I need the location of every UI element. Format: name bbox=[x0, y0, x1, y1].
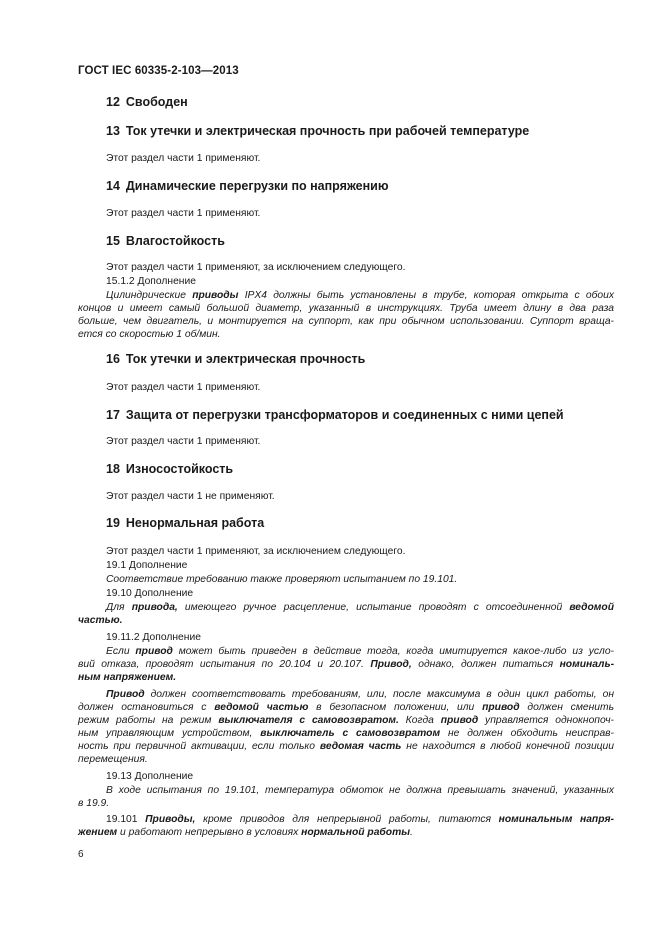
clause-15-1-2-line-3: больше, чем двигатель, и монтируется на суппорт, как при обычном использовании. Суппорт враща- bbox=[78, 316, 614, 327]
section-19-intro: Этот раздел части 1 применяют, за исключением следующего. bbox=[106, 546, 406, 557]
section-number: 14 bbox=[106, 179, 120, 193]
clause-19-1: 19.1 Дополнение bbox=[106, 560, 188, 571]
section-title: Ненормальная работа bbox=[125, 516, 265, 530]
clause-19-101-line-1: 19.101 Приводы, кроме приводов для непрерывной работы, питаются номинальным напря- bbox=[106, 814, 614, 825]
section-number: 15 bbox=[106, 234, 120, 248]
clause-15-1-2-line-4: ется со скоростью 1 об/мин. bbox=[78, 329, 221, 340]
clause-19-11-2-p2-line-4: ным управляющим устройством, выключатель с самовозвратом не должен обходить неиспрaв- bbox=[78, 728, 614, 739]
clause-19-11-2: 19.11.2 Дополнение bbox=[106, 632, 201, 643]
section-title: Защита от перегрузки трансформаторов и соединенных с ними цепей bbox=[125, 408, 564, 422]
clause-19-11-2-p2-line-5: ность при первичной активации, если только ведомая часть не находится в любой конечной позиции bbox=[78, 741, 615, 752]
section-15-heading bbox=[106, 234, 225, 248]
clause-19-13-line-1: В ходе испытания по 19.101, температура обмоток не должна превышать значений, указанных bbox=[106, 785, 614, 796]
section-17-heading bbox=[106, 408, 564, 422]
clause-19-13: 19.13 Дополнение bbox=[106, 771, 194, 782]
section-17-text: Этот раздел части 1 применяют. bbox=[106, 436, 261, 447]
section-18-text: Этот раздел части 1 не применяют. bbox=[106, 491, 275, 502]
section-number: 19 bbox=[106, 516, 120, 530]
page-number: 6 bbox=[78, 849, 84, 860]
section-16-heading bbox=[106, 352, 365, 366]
clause-19-11-2-p1-line-3: ным напряжением. bbox=[78, 672, 177, 683]
clause-19-11-2-p1-line-1: Если привод может быть приведен в действие тогда, когда имитируется какое-либо из усло- bbox=[106, 646, 614, 657]
clause-19-11-2-p1-line-2: вий отказа, проводят испытания по 20.104 и 20.107. Привод, однако, должен питаться номиналь- bbox=[78, 659, 614, 670]
section-title: Ток утечки и электрическая прочность при рабочей температуре bbox=[125, 124, 530, 138]
section-16-text: Этот раздел части 1 применяют. bbox=[106, 382, 261, 393]
section-12-heading bbox=[106, 95, 188, 109]
clause-19-1-text: Соответствие требованию также проверяют испытанием по 19.101. bbox=[106, 574, 458, 585]
clause-19-101-line-2: жением и работают непрерывно в условиях нормальной работы. bbox=[78, 827, 413, 838]
section-number: 12 bbox=[106, 95, 120, 109]
clause-19-11-2-p2-line-1: Привод должен соответствовать требованиям, или, после максимума в один цикл работы, он bbox=[106, 689, 614, 700]
section-number: 13 bbox=[106, 124, 120, 138]
clause-15-1-2-line-1: Цилиндрические приводы IPX4 должны быть установлены в трубе, которая открыта с обоих bbox=[106, 290, 614, 301]
section-number: 16 bbox=[106, 352, 120, 366]
section-14-text: Этот раздел части 1 применяют. bbox=[106, 208, 261, 219]
clause-15-1-2-line-2: концов и имеет самый большой диаметр, указанный в инструкциях. Труба имеет длину в два раза bbox=[78, 303, 614, 314]
clause-19-10: 19.10 Дополнение bbox=[106, 588, 194, 599]
section-title: Динамические перегрузки по напряжению bbox=[125, 179, 389, 193]
clause-19-13-line-2: в 19.9. bbox=[78, 798, 110, 809]
document-header: ГОСТ IEC 60335-2-103—2013 bbox=[78, 65, 239, 77]
section-title: Износостойкость bbox=[125, 462, 234, 476]
section-18-heading bbox=[106, 462, 233, 476]
section-title: Влагостойкость bbox=[125, 234, 225, 248]
section-number: 18 bbox=[106, 462, 120, 476]
section-15-intro: Этот раздел части 1 применяют, за исключением следующего. bbox=[106, 262, 406, 273]
clause-19-11-2-p2-line-2: должен остановиться с ведомой частью в безопасном положении, или привод должен сменить bbox=[78, 702, 614, 713]
section-number: 17 bbox=[106, 408, 120, 422]
section-13-heading bbox=[106, 124, 529, 138]
section-13-text: Этот раздел части 1 применяют. bbox=[106, 153, 261, 164]
clause-15-1-2: 15.1.2 Дополнение bbox=[106, 276, 196, 287]
section-19-heading bbox=[106, 516, 264, 530]
section-title: Свободен bbox=[125, 95, 188, 109]
clause-19-10-line-1: Для привода, имеющего ручное расцепление, испытание проводят с отсоединенной ведомой bbox=[106, 602, 614, 613]
section-title: Ток утечки и электрическая прочность bbox=[125, 352, 366, 366]
clause-19-11-2-p2-line-3: режим работы на режим выключателя с самовозвратом. Когда привод управляется однокнопоч- bbox=[78, 715, 614, 726]
clause-19-11-2-p2-line-6: перемещения. bbox=[78, 754, 148, 765]
section-14-heading bbox=[106, 179, 389, 193]
clause-19-10-line-2: частью. bbox=[78, 615, 123, 626]
